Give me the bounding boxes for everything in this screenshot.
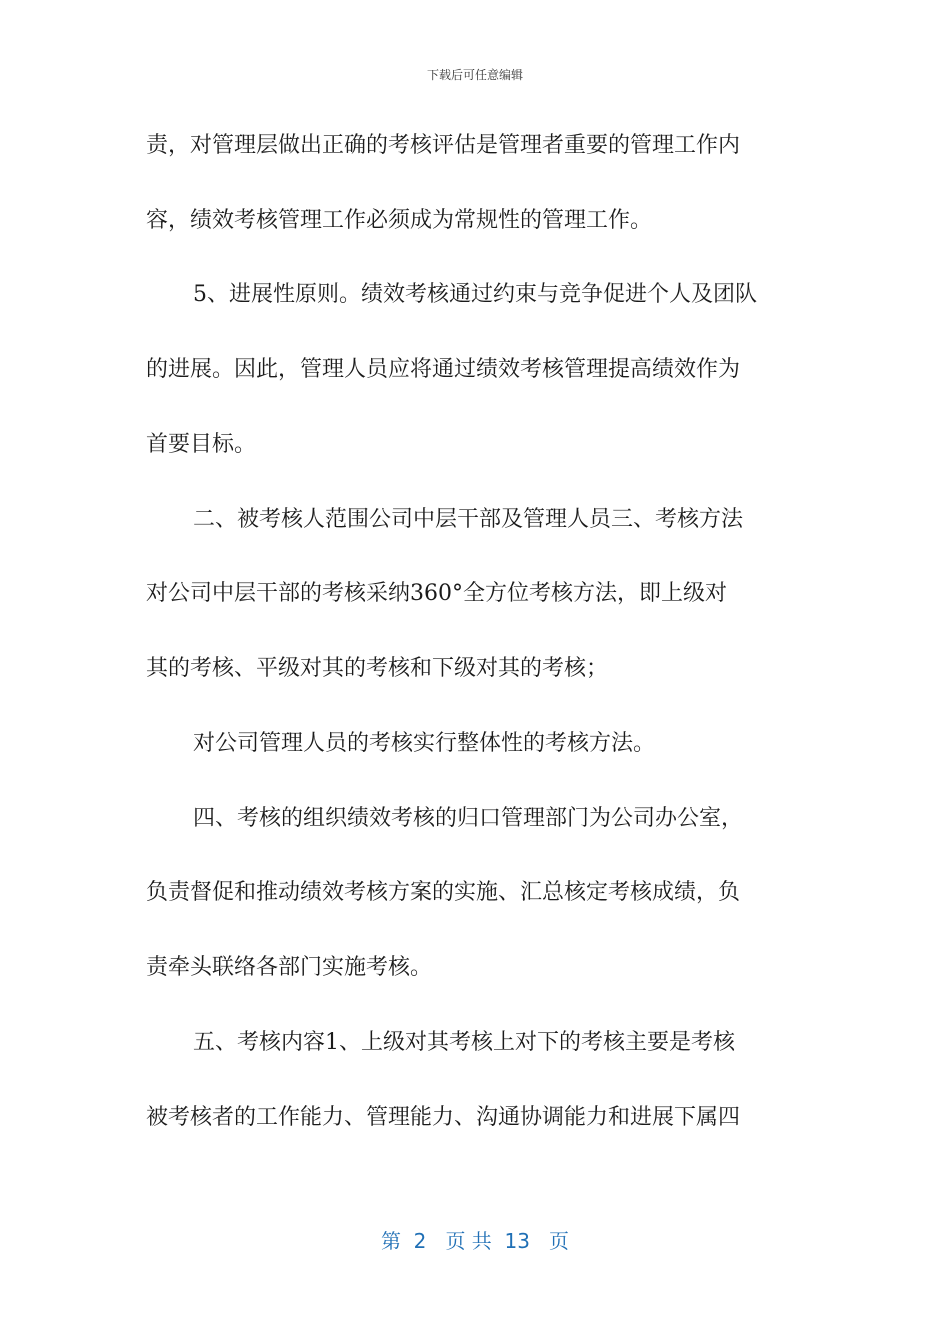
body-line: 的进展。因此，管理人员应将通过绩效考核管理提高绩效作为	[146, 357, 741, 382]
body-line: 对公司管理人员的考核实行整体性的考核方法。	[193, 731, 656, 756]
body-line: 对公司中层干部的考核采纳360°全方位考核方法，即上级对	[146, 581, 727, 606]
body-line: 责，对管理层做出正确的考核评估是管理者重要的管理工作内	[146, 133, 741, 158]
body-line: 负责督促和推动绩效考核方案的实施、汇总核定考核成绩，负	[146, 880, 741, 905]
body-line: 五、考核内容1、上级对其考核上对下的考核主要是考核	[193, 1030, 735, 1055]
body-line: 5、进展性原则。绩效考核通过约束与竞争促进个人及团队	[193, 282, 757, 307]
page-number-footer: 第 2 页 共 13 页	[380, 1229, 570, 1253]
body-line: 责牵头联络各部门实施考核。	[146, 955, 433, 980]
body-line: 二、被考核人范围公司中层干部及管理人员三、考核方法	[193, 507, 744, 532]
page-header-note: 下载后可任意编辑	[426, 68, 523, 82]
body-line: 被考核者的工作能力、管理能力、沟通协调能力和进展下属四	[146, 1105, 741, 1130]
body-line: 其的考核、平级对其的考核和下级对其的考核；	[146, 656, 609, 681]
body-line: 首要目标。	[146, 432, 257, 457]
body-line: 四、考核的组织绩效考核的归口管理部门为公司办公室，	[193, 806, 744, 831]
body-line: 容，绩效考核管理工作必须成为常规性的管理工作。	[146, 208, 653, 233]
